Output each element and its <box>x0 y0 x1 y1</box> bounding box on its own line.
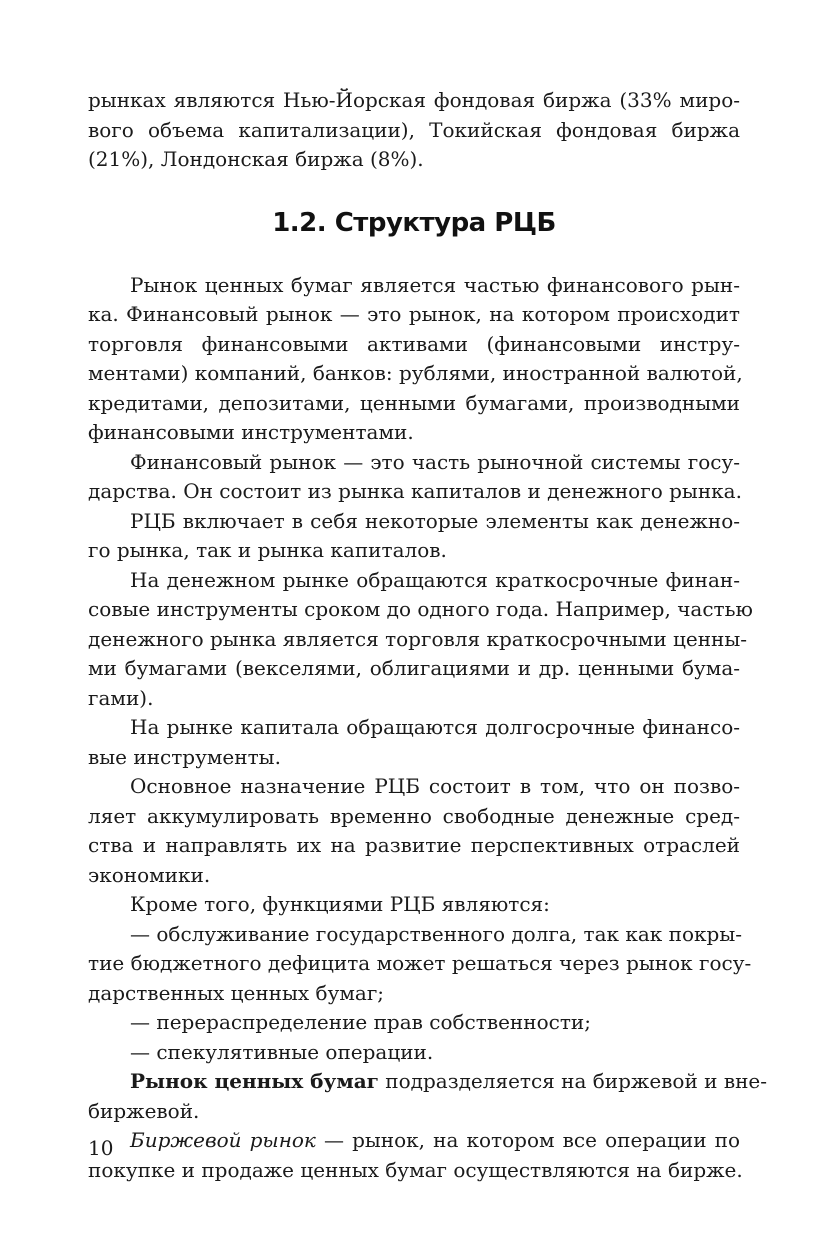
page-body <box>88 86 768 1185</box>
text-line: тие бюджетного дефицита может решаться через рынок госу- <box>88 951 752 975</box>
paragraph <box>88 890 740 920</box>
text-line: РЦБ включает в себя некоторые элементы как денежно- <box>130 508 740 533</box>
page-number: 10 <box>88 1136 114 1160</box>
text-line: рынках являются Нью-Йорская фондовая биржа (33% миро- <box>88 88 740 112</box>
text-line: торговля финансовыми активами (финансовыми инстру- <box>88 331 740 356</box>
text-line: совые инструменты сроком до одного года. Например, частью <box>88 597 753 621</box>
text-fragment: — рынок, на котором все операции по <box>315 1128 740 1152</box>
bold-term: Рынок ценных бумаг <box>130 1069 379 1093</box>
text-line: биржевой. <box>88 1098 200 1123</box>
paragraph <box>88 507 740 566</box>
intro-paragraph <box>88 86 740 175</box>
text-line: (21%), Лондонская биржа (8%). <box>88 147 424 171</box>
text-line: Кроме того, функциями РЦБ являются: <box>130 892 550 916</box>
text-line <box>88 1126 740 1156</box>
text-line: Основное назначение РЦБ состоит в том, что он позво- <box>130 774 740 798</box>
text-line: ка. Финансовый рынок — это рынок, на котором происходит <box>88 302 740 326</box>
text-line: ментами) компаний, банков: рублями, иностранной валютой, <box>88 361 743 385</box>
list-item <box>88 1038 740 1068</box>
text-line: На денежном рынке обращаются краткосрочные финан- <box>130 567 740 592</box>
paragraph <box>88 772 740 890</box>
text-line: кредитами, депозитами, ценными бумагами, производными <box>88 390 740 415</box>
text-line: вого объема капитализации), Токийская фондовая биржа <box>88 117 740 142</box>
text-line: — перераспределение прав собственности; <box>130 1010 591 1034</box>
text-line: го рынка, так и рынка капиталов. <box>88 538 447 562</box>
text-line: дарственных ценных бумаг; <box>88 980 385 1005</box>
text-line: денежного рынка является торговля краткосрочными ценны- <box>88 626 748 651</box>
text-line: ми бумагами (векселями, облигациями и др. ценными бума- <box>88 656 740 680</box>
text-line: экономики. <box>88 862 211 887</box>
text-line: — спекулятивные операции. <box>130 1039 434 1064</box>
paragraph <box>88 566 753 714</box>
text-line: Рынок ценных бумаг является частью финансового рын- <box>130 272 740 297</box>
text-line <box>88 1067 768 1097</box>
text-line: финансовыми инструментами. <box>88 420 414 444</box>
text-line: — обслуживание государственного долга, так как покры- <box>130 921 743 946</box>
paragraph <box>88 271 743 448</box>
paragraph-exchange-market <box>88 1126 743 1185</box>
paragraph-market-split <box>88 1067 768 1126</box>
paragraph <box>88 448 740 507</box>
text-line: Финансовый рынок — это часть рыночной системы госу- <box>130 449 740 474</box>
italic-term: Биржевой рынок <box>130 1128 316 1152</box>
list-item <box>88 1008 740 1038</box>
text-line: вые инструменты. <box>88 744 281 769</box>
text-line: На рынке капитала обращаются долгосрочные финансо- <box>130 715 740 739</box>
paragraph <box>88 713 740 772</box>
text-line: покупке и продаже ценных бумаг осуществляются на бирже. <box>88 1157 743 1182</box>
text-line: ства и направлять их на развитие перспективных отраслей <box>88 833 740 857</box>
text-line: дарства. Он состоит из рынка капиталов и денежного рынка. <box>88 479 742 503</box>
text-line: ляет аккумулировать временно свободные денежные сред- <box>88 803 740 828</box>
section-heading: 1.2. Структура РЦБ <box>272 207 556 238</box>
text-fragment: подразделяется на биржевой и вне- <box>378 1069 768 1093</box>
list-item <box>88 920 752 1009</box>
text-line: гами). <box>88 685 154 710</box>
